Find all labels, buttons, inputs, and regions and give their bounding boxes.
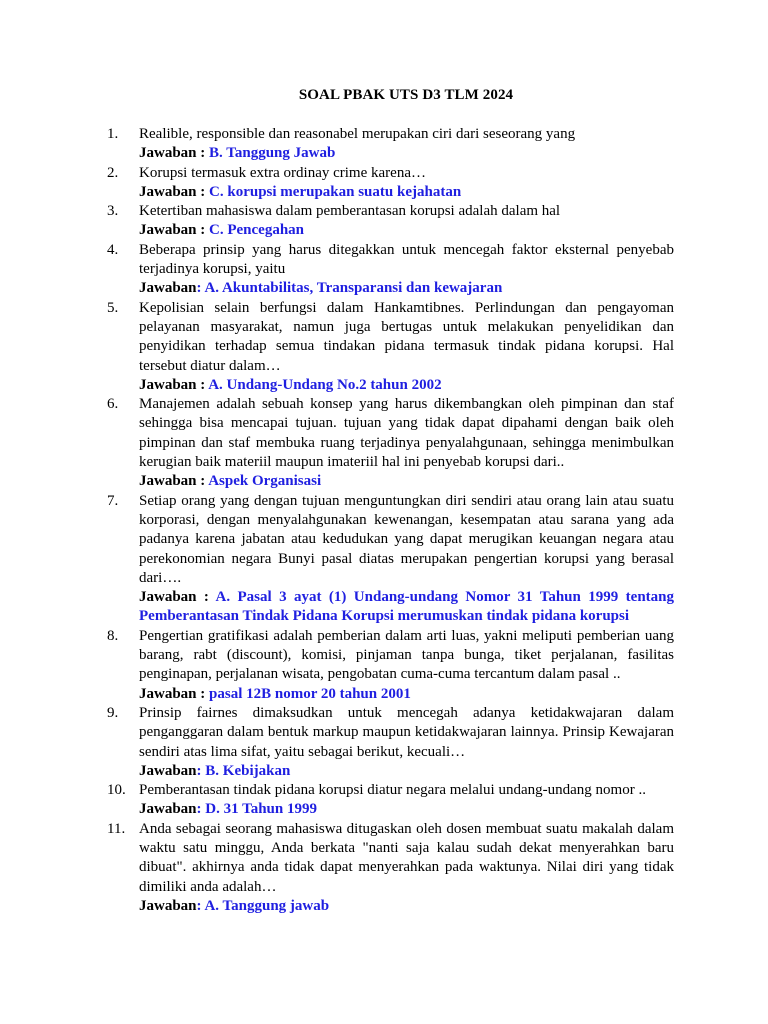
question-number: 4. [107,241,119,258]
question-text: Anda sebagai seorang mahasiswa ditugaskan oleh dosen membuat suatu makalah dalam waktu satu minggu, Anda berkata "nanti saja kalau sudah dekat menyerahkan baru dibuat". akhirnya anda tidak dapat menyerahkan pada waktunya. Nilai diri yang tidak dimiliki anda adalah… [139,820,674,895]
answer-value: C. korupsi merupakan suatu kejahatan [209,183,462,200]
question-number: 9. [107,704,119,721]
answer-label: Jawaban [139,801,197,818]
answer-line [139,183,674,202]
answer-line [139,279,674,298]
answer-value: Aspek Organisasi [208,473,322,490]
answer-label: Jawaban : [139,376,209,393]
answer-value: B. Tanggung Jawab [209,145,336,162]
question-number: 2. [107,164,119,181]
question-number: 3. [107,203,119,220]
answer-value: pasal 12B nomor 20 tahun 2001 [209,685,411,702]
question-item [107,395,674,491]
answer-label: Jawaban : [139,183,210,200]
answer-label: Jawaban : [139,685,210,702]
question-number: 11. [107,820,126,837]
answer-value: : D. 31 Tahun 1999 [196,801,317,818]
question-item [107,241,674,299]
answer-label: Jawaban : [139,589,216,606]
question-list [107,125,674,916]
question-text: Korupsi termasuk extra ordinay crime karena… [139,164,426,181]
answer-line [139,221,674,240]
answer-value: : A. Tanggung jawab [196,897,330,914]
answer-label: Jawaban : [139,222,210,239]
question-item [107,627,674,704]
question-text: Prinsip fairnes dimaksudkan untuk mencegah adanya ketidakwajaran dalam penganggaran dalam bentuk markup maupun ketidakwajaran lainnya. Prinsip Kewajaran sendiri atas lima sifat, yaitu sebagai berikut, kecuali… [139,704,674,760]
question-number: 10. [107,782,126,799]
answer-label: Jawaban [139,897,197,914]
answer-line [139,376,674,395]
question-text: Pemberantasan tindak pidana korupsi diatur negara melalui undang-undang nomor .. [139,782,646,799]
answer-line [139,762,674,781]
answer-value: A. Pasal 3 ayat (1) Undang-undang Nomor 31 Tahun 1999 tentang Pemberantasan Tindak Pidana Korupsi merumuskan tindak pidana korupsi [139,589,675,625]
question-text: Beberapa prinsip yang harus ditegakkan untuk mencegah faktor eksternal penyebab terjadinya korupsi, yaitu [139,241,674,278]
answer-value: C. Pencegahan [209,222,305,239]
answer-line [139,472,674,491]
answer-value: : B. Kebijakan [196,762,291,779]
question-number: 6. [107,396,119,413]
question-number: 5. [107,299,119,316]
answer-line [139,588,674,627]
answer-label: Jawaban : [139,145,210,162]
question-item [107,781,674,820]
question-text: Manajemen adalah sebuah konsep yang harus dikembangkan oleh pimpinan dan staf sehingga bisa mencapai tujuan. tujuan yang tidak dapat dipahami dengan baik oleh pimpinan dan staf membuka ruang terjadinya penyalahgunaan, sehingga menimbulkan kerugian baik materiil maupun imateriil hal ini penyebab korupsi dari.. [139,396,674,471]
question-text: Setiap orang yang dengan tujuan menguntungkan diri sendiri atau orang lain atau suatu korporasi, dengan menyalahgunakan kewenangan, kesempatan atau sarana yang ada padanya karena jabatan atau kedudukan yang dapat merugikan keuangan negara atau perekonomian negara Bunyi pasal diatas merupakan pengertian korupsi yang berasal dari…. [139,492,674,586]
question-text: Kepolisian selain berfungsi dalam Hankamtibnes. Perlindungan dan pengayoman pelayanan masyarakat, namun juga bertugas untuk melakukan penyelidikan dan penyidikan terhadap semua tindakan pidana termasuk tindak pidana korupsi. Hal tersebut diatur dalam… [139,299,674,374]
question-item [107,492,674,627]
answer-line [139,897,674,916]
question-item [107,164,674,203]
answer-label: Jawaban [139,762,197,779]
question-item [107,299,674,395]
answer-value: : A. Akuntabilitas, Transparansi dan kewajaran [196,280,503,297]
answer-label: Jawaban : [139,473,209,490]
answer-value: A. Undang-Undang No.2 tahun 2002 [208,376,442,393]
question-item [107,704,674,781]
question-text: Realible, responsible dan reasonabel merupakan ciri dari seseorang yang [139,126,576,142]
question-item [107,125,674,164]
answer-line [139,685,674,704]
question-text: Ketertiban mahasiswa dalam pemberantasan korupsi adalah dalam hal [139,203,561,220]
question-number: 7. [107,492,119,509]
document-title: SOAL PBAK UTS D3 TLM 2024 [298,87,514,103]
question-item [107,202,674,241]
answer-line [139,144,674,163]
question-number: 8. [107,627,119,644]
question-number: 1. [107,126,119,142]
question-item [107,820,674,916]
answer-label: Jawaban [139,280,197,297]
question-text: Pengertian gratifikasi adalah pemberian dalam arti luas, yakni meliputi pemberian uang barang, rabt (discount), komisi, pinjaman tanpa bunga, tiket perjalanan, fasilitas penginapan, perjalanan wisata, pengobatan cuma-cuma tercantum dalam pasal .. [139,627,674,683]
answer-line [139,800,674,819]
